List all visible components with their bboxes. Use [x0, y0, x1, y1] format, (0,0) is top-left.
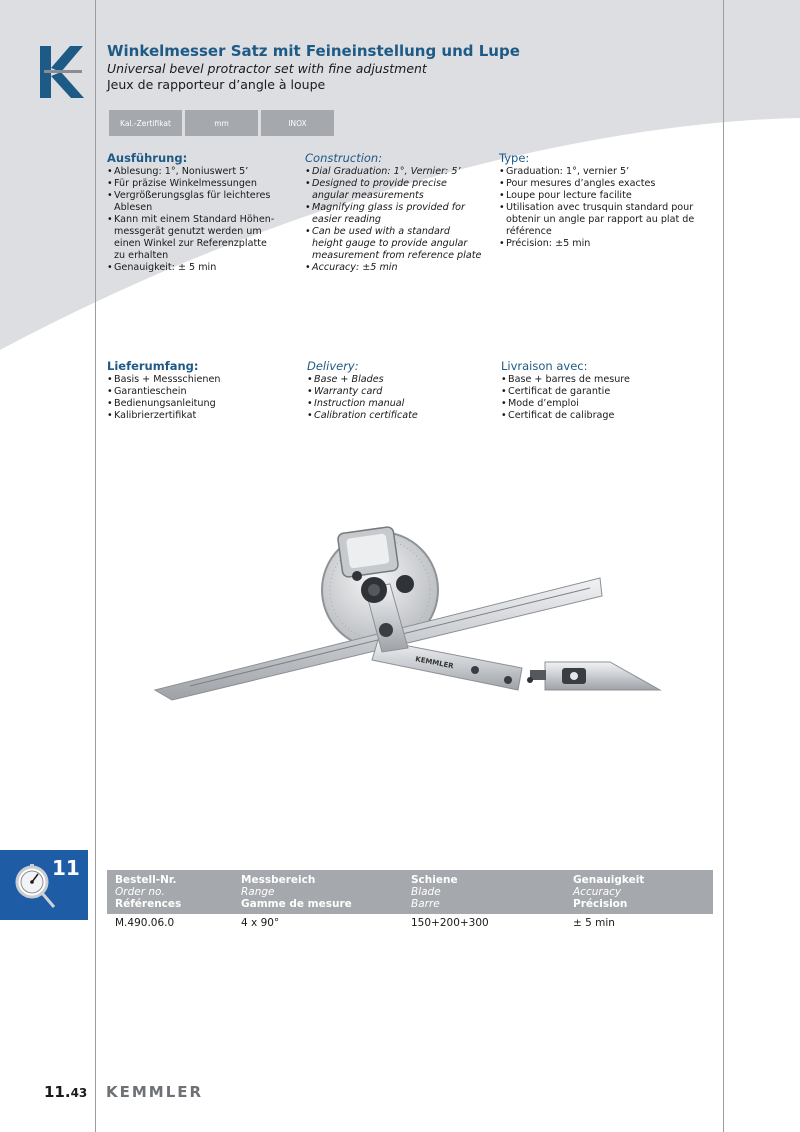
- section-heading: Lieferumfang:: [107, 359, 199, 373]
- list-item: • Für präzise Winkelmessungen: [107, 178, 297, 190]
- list-item: • Bedienungsanleitung: [107, 398, 297, 410]
- section-heading: Construction:: [305, 151, 383, 165]
- badge-inox: INOX: [261, 110, 334, 136]
- list-item: • Magnifying glass is provided for easier reading: [305, 202, 477, 226]
- header-fr: Gamme de mesure: [241, 898, 352, 910]
- header-en: Blade: [411, 886, 441, 898]
- section-lieferumfang: [107, 359, 297, 422]
- header-fr: Précision: [573, 898, 628, 910]
- page-number: [44, 1083, 87, 1101]
- table-header-range: [241, 874, 352, 910]
- chapter-number: 11: [52, 856, 80, 880]
- section-ausfuehrung: [107, 151, 297, 274]
- table-header-accuracy: [573, 874, 644, 910]
- section-heading: Delivery:: [307, 359, 359, 373]
- list-item: • Mode d’emploi: [501, 398, 691, 410]
- page-subtitle-en: Universal bevel protractor set with fine adjustment: [107, 61, 427, 76]
- list-item: • Pour mesures d’angles exactes: [499, 178, 699, 190]
- footer-brand: KEMMLER: [106, 1083, 204, 1101]
- list-item: • Kalibrierzertifikat: [107, 410, 297, 422]
- list-item: • Accuracy: ±5 min: [305, 262, 483, 274]
- badge-mm: mm: [185, 110, 258, 136]
- list-item: • Graduation: 1°, vernier 5’: [499, 166, 699, 178]
- list-item: • Loupe pour lecture facilite: [499, 190, 699, 202]
- header-fr: Barre: [411, 898, 440, 910]
- left-margin-line: [95, 0, 96, 1132]
- header-de: Messbereich: [241, 874, 316, 886]
- header-fr: Références: [115, 898, 182, 910]
- header-de: Genauigkeit: [573, 874, 645, 886]
- table-header-order-no: [115, 874, 181, 910]
- list-item: • Basis + Messschienen: [107, 374, 297, 386]
- section-heading: Type:: [499, 151, 530, 165]
- header-de: Schiene: [411, 874, 458, 886]
- right-margin-line: [723, 0, 724, 1132]
- list-item: • Certificat de calibrage: [501, 410, 691, 422]
- blade-brand-label: KEMMLER: [414, 655, 455, 671]
- section-type: [499, 151, 699, 250]
- page-title: Winkelmesser Satz mit Feineinstellung und Lupe: [107, 42, 520, 60]
- list-item: • Garantieschein: [107, 386, 297, 398]
- protractor-product-image: [150, 520, 670, 720]
- list-item: • Calibration certificate: [307, 410, 497, 422]
- header-de: Bestell-Nr.: [115, 874, 177, 886]
- section-construction: [305, 151, 483, 274]
- list-item: • Warranty card: [307, 386, 497, 398]
- list-item: • Ablesung: 1°, Noniuswert 5’: [107, 166, 297, 178]
- list-item: • Base + barres de mesure: [501, 374, 691, 386]
- list-item: • Designed to provide precise angular measurements: [305, 178, 452, 202]
- header-en: Accuracy: [573, 886, 622, 898]
- list-item: • Kann mit einem Standard Höhen-messgerät genutzt werden um einen Winkel zur Referenzplatte zu erhalten: [107, 214, 279, 262]
- page-subtitle-fr: Jeux de rapporteur d’angle à loupe: [107, 77, 326, 92]
- list-item: • Dial Graduation: 1°, Vernier: 5’: [305, 166, 483, 178]
- table-cell-range: 4 x 90°: [241, 917, 280, 929]
- header-en: Range: [241, 886, 275, 898]
- badge-calibration-certificate: Kal.-Zertifikat: [109, 110, 182, 136]
- feature-badges: [109, 110, 334, 136]
- list-item: • Base + Blades: [307, 374, 497, 386]
- list-item: • Genauigkeit: ± 5 min: [107, 262, 297, 274]
- section-delivery: [307, 359, 497, 422]
- page-number-major: 11.: [44, 1083, 71, 1101]
- list-item: • Précision: ±5 min: [499, 238, 699, 250]
- table-cell-accuracy: ± 5 min: [573, 917, 615, 929]
- header-en: Order no.: [115, 886, 165, 898]
- table-header-blade: [411, 874, 458, 910]
- kemmler-logo-icon: [40, 46, 84, 98]
- section-heading: Livraison avec:: [501, 359, 588, 373]
- list-item: • Instruction manual: [307, 398, 497, 410]
- title-block: [107, 42, 707, 93]
- section-livraison: [501, 359, 691, 422]
- table-cell-order-no: M.490.06.0: [115, 917, 175, 929]
- list-item: • Can be used with a standard height gauge to provide angular measurement from reference plate: [305, 226, 483, 262]
- table-cell-blade: 150+200+300: [411, 917, 489, 929]
- list-item: • Certificat de garantie: [501, 386, 691, 398]
- list-item: • Vergrößerungsglas für leichteres Ablesen: [107, 190, 274, 214]
- list-item: • Utilisation avec trusquin standard pour obtenir un angle par rapport au plat de référence: [499, 202, 699, 238]
- section-heading: Ausführung:: [107, 151, 188, 165]
- page-number-minor: 43: [70, 1086, 88, 1100]
